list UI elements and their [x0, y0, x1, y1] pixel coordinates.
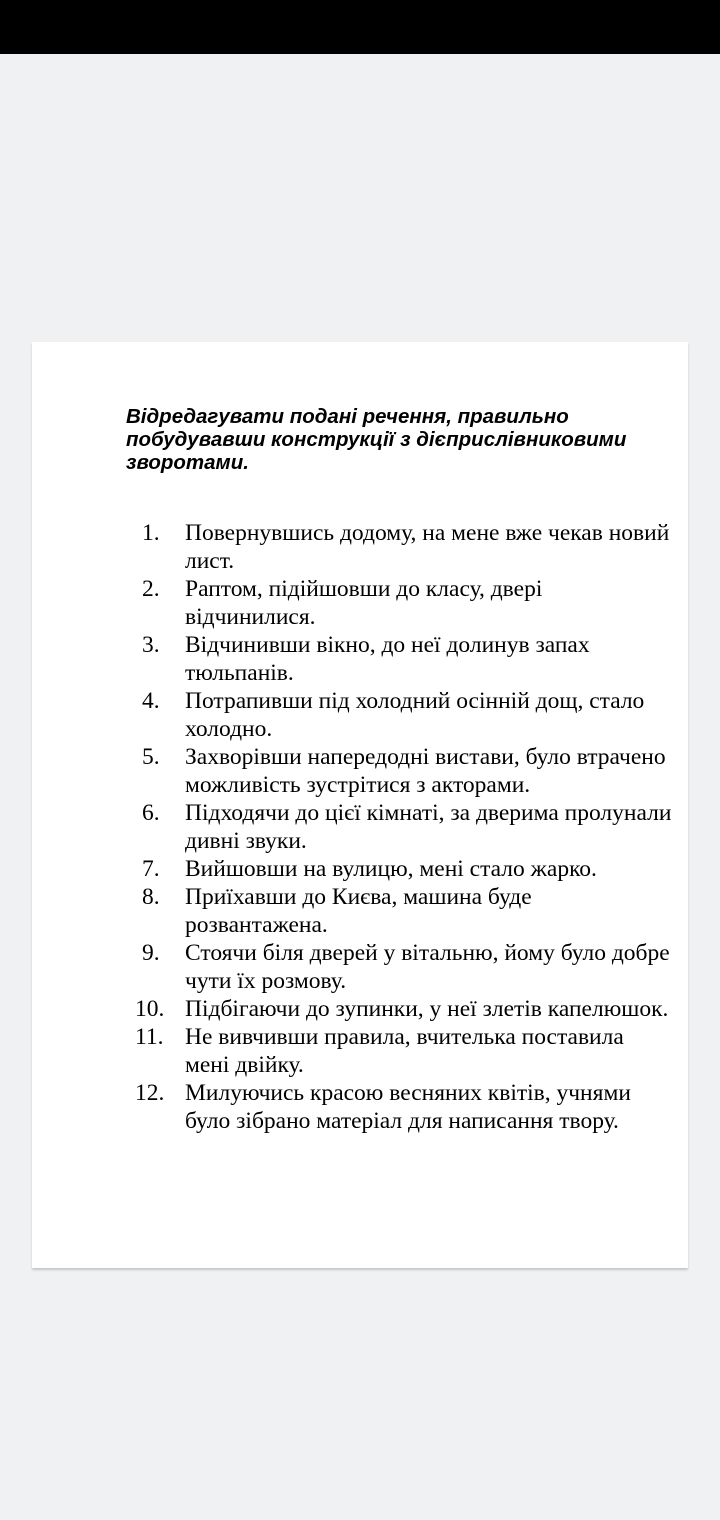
task-heading: Відредагувати подані речення, правильно побудувавши конструкції з дієприслівниковими зворотами. — [126, 405, 627, 474]
item-number: 5. — [142, 744, 160, 770]
item-number: 8. — [142, 884, 160, 910]
list-item — [142, 687, 672, 743]
item-number: 1. — [142, 520, 160, 546]
item-number: 11. — [135, 1024, 164, 1050]
item-text: Відчинивши вікно, до неї долинув запах тюльпанів. — [185, 632, 590, 686]
item-text: Потрапивши під холодний осінній дощ, стало холодно. — [185, 688, 645, 742]
item-number: 9. — [142, 940, 160, 966]
list-item — [135, 1079, 672, 1135]
status-bar — [0, 0, 720, 54]
item-number: 2. — [142, 576, 160, 602]
item-text: Підбігаючи до зупинки, у неї злетів капелюшок. — [185, 996, 669, 1022]
item-text: Раптом, підійшовши до класу, двері відчинилися. — [185, 576, 543, 630]
item-number: 4. — [142, 688, 160, 714]
item-text: Стоячи біля дверей у вітальню, йому було добре чути їх розмову. — [185, 940, 670, 994]
item-text: Не вивчивши правила, вчителька поставила мені двійку. — [185, 1024, 624, 1078]
list-item — [142, 575, 672, 631]
item-number: 6. — [142, 800, 160, 826]
list-item — [142, 939, 672, 995]
list-item — [142, 855, 672, 883]
item-number: 7. — [142, 856, 160, 882]
item-number: 3. — [142, 632, 160, 658]
item-text: Вийшовши на вулицю, мені стало жарко. — [185, 856, 597, 882]
item-text: Повернувшись додому, на мене вже чекав новий лист. — [185, 520, 670, 574]
list-item — [142, 631, 672, 687]
list-item — [142, 743, 672, 799]
item-text: Захворівши напередодні вистави, було втрачено можливість зустрітися з акторами. — [185, 744, 666, 798]
list-item — [142, 883, 672, 939]
list-item — [135, 1023, 672, 1079]
item-text: Милуючись красою весняних квітів, учнями було зібрано матеріал для написання твору. — [185, 1080, 631, 1134]
document-page — [32, 342, 688, 1268]
list-item — [142, 799, 672, 855]
item-text: Приїхавши до Києва, машина буде розвантажена. — [185, 884, 532, 938]
list-item — [142, 519, 672, 575]
item-number: 10. — [135, 996, 165, 1022]
list-item — [135, 995, 672, 1023]
item-number: 12. — [135, 1080, 165, 1106]
sentence-list — [135, 519, 672, 1135]
item-text: Підходячи до цієї кімнаті, за дверима пролунали дивні звуки. — [185, 800, 672, 854]
